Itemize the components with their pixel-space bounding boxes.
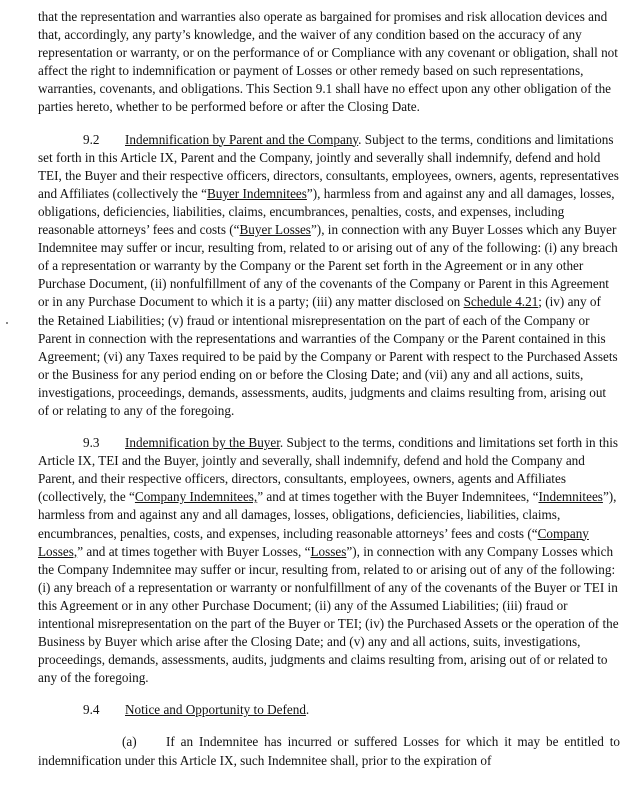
- section-text: . Subject to the terms, conditions and limitations set forth in this Article IX, TEI and the Buyer, jointly and severally, shall indemnify, defend and hold the Company and Parent, and their respective officers, directors, consultants, employees, owners, agents and Affiliates (collectively, the “: [38, 435, 618, 505]
- section-text: ”), harmless from and against any and all damages, losses, obligations, deficiencies, liabilities, claims, encumbrances, penalties, costs, and expenses, including reasonable attorneys’ fees and costs (“: [38, 489, 617, 541]
- section-heading: Indemnification by the Buyer: [125, 435, 280, 451]
- section-9-2: [38, 131, 620, 421]
- section-text: ; (iv) any of the Retained Liabilities; (v) fraud or intentional misrepresentation on the part of each of the Company or Parent in connection with the representations and warranties of the Company or the Parent contained in this Agreement; (vi) any Taxes required to be paid by the Company or Parent with respect to the Purchased Assets or the Business for any period ending on or before the Closing Date; and (vii) any and all actions, suits, investigations, proceedings, demands, assessments, audits, judgments and claims resulting from, arising out of or relating to any of the foregoing.: [38, 294, 618, 418]
- paragraph-text: that the representation and warranties also operate as bargained for promises and risk allocation devices and that, accordingly, any party’s knowledge, and the waiver of any condition based on the accuracy of any representation or warranty, or on the performance of or Compliance with any covenant or obligation, shall not affect the right to indemnification or payment of Losses or other remedy based on such representations, warranties, covenants, and obligations. This Section 9.1 shall have no effect upon any other obligation of the parties hereto, whether to be performed before or after the Closing Date.: [38, 9, 618, 115]
- defined-term: Buyer Indemnitees: [206, 185, 307, 201]
- subsection-text: If an Indemnitee has incurred or suffered Losses for which it may be entitled to indemnification under this Article IX, such Indemnitee shall, prior to the expiration of: [38, 734, 620, 768]
- section-text: ” and at times together with Buyer Losses, “: [77, 543, 311, 559]
- paragraph-continuation: [38, 8, 620, 117]
- section-text: ”), harmless from and against any and all damages, losses, obligations, deficiencies, liabilities, claims, encumbrances, penalties, costs, and expenses, including reasonable attorneys’ fees and costs (“: [38, 185, 615, 238]
- section-text: ”), in connection with any Buyer Losses which any Buyer Indemnitee may suffer or incur, resulting from, related to or arising out of any of the following: (i) any breach of a representation or warranty by the Company or the Parent set forth in the Agreement or in any other Purchase Document, (ii) nonfulfillment of any of the covenants of the Company or Parent in this Agreement or in any Purchase Document to which it is a party; (iii) any matter disclosed on: [38, 222, 618, 310]
- subsection-number: (a): [122, 734, 137, 750]
- section-9-3: [38, 434, 620, 687]
- defined-term: Losses: [310, 543, 347, 559]
- subsection-a: [38, 733, 620, 769]
- section-number: 9.2: [83, 131, 100, 147]
- defined-term: Company Losses,: [38, 525, 589, 559]
- document-page: [38, 8, 620, 784]
- section-9-4: [38, 701, 620, 719]
- defined-term: Buyer Losses: [239, 222, 311, 238]
- schedule-reference: Schedule 4.21: [463, 294, 539, 310]
- heading-period: .: [305, 702, 310, 718]
- section-heading: Indemnification by Parent and the Company: [125, 131, 359, 147]
- section-heading: Notice and Opportunity to Defend: [125, 702, 306, 718]
- scan-speck: [6, 322, 8, 324]
- section-number: 9.3: [83, 435, 100, 451]
- section-number: 9.4: [83, 702, 100, 718]
- section-text: ”), in connection with any Company Losses which the Company Indemnitee may suffer or incur, resulting from, related to or arising out of any of the following: (i) any breach of a representation or warranty or nonfulfillment of any of the covenants of the Buyer or TEI in this Agreement or in any other Purchase Document; (ii) any of the Assumed Liabilities; (iii) fraud or intentional misrepresentation on the part of the Buyer or TEI; (iv) the Purchased Assets or the operation of the Business by Buyer which arise after the Closing Date; and (v) any and all actions, suits, investigations, proceedings, demands, assessments, audits, judgments and claims resulting from, arising out of or related to any of the foregoing.: [38, 543, 619, 686]
- section-text: ” and at times together with the Buyer Indemnitees, “: [257, 489, 539, 505]
- section-text: . Subject to the terms, conditions and limitations set forth in this Article IX, Parent and the Company, jointly and severally shall indemnify, defend and hold TEI, the Buyer and their respective officers, directors, consultants, employees, owners, agents, representatives and Affiliates (collectively the “: [38, 131, 619, 201]
- defined-term: Company Indemnitees,: [134, 489, 258, 505]
- defined-term: Indemnitees: [538, 489, 603, 505]
